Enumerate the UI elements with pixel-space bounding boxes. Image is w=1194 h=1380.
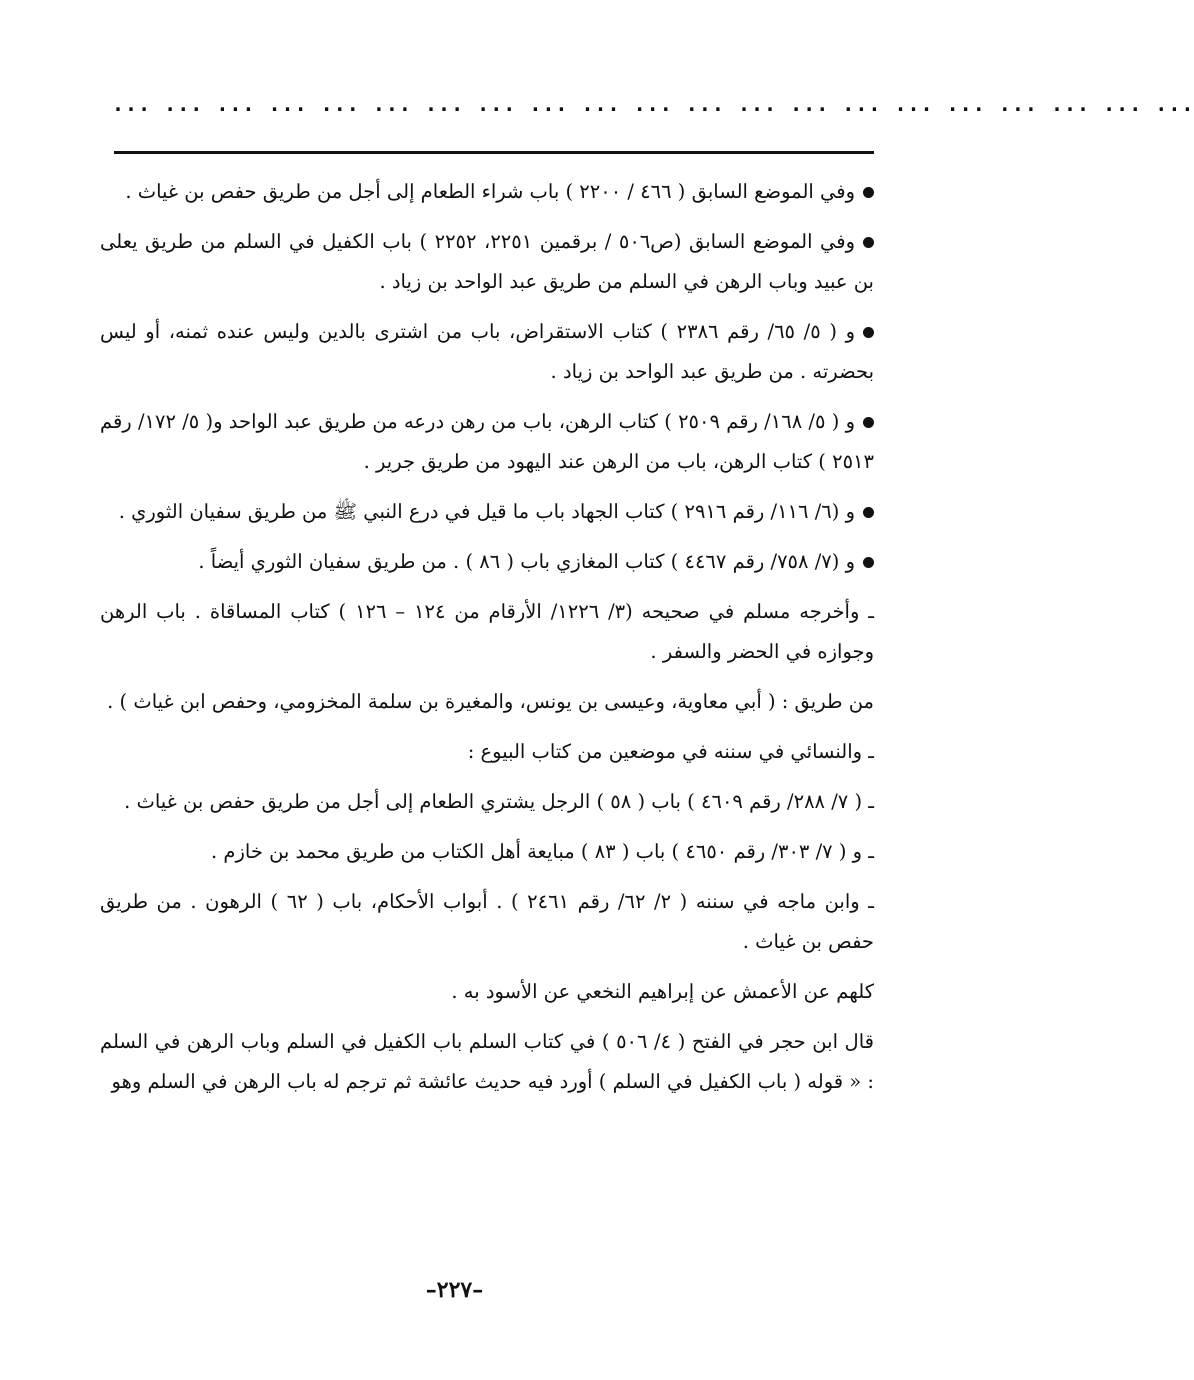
paragraph-1: وفي الموضع السابق ( ٤٦٦ / ٢٢٠٠ ) باب شراء الطعام إلى أجل من طريق حفص بن غياث . — [100, 172, 874, 212]
page-body — [100, 172, 874, 1112]
paragraph-12: ـ وابن ماجه في سننه ( ٢/ ٦٢/ رقم ٢٤٦١ ) . أبواب الأحكام، باب ( ٦٢ ) الرهون . من طريق حفص بن غياث . — [100, 890, 874, 953]
paragraph-2: وفي الموضع السابق (ص٥٠٦ / برقمين ٢٢٥١، ٢٢٥٢ ) باب الكفيل في السلم من طريق يعلى بن عبيد وباب الرهن في السلم من طريق عبد الواحد بن زياد . — [100, 230, 874, 293]
bullet-icon — [863, 557, 874, 568]
paragraph-4: و ( ٥/ ١٦٨/ رقم ٢٥٠٩ ) كتاب الرهن، باب من رهن درعه من طريق عبد الواحد و( ٥/ ١٧٢/ رقم ٢٥١٣ ) كتاب الرهن، باب من الرهن عند اليهود من طريق جرير . — [100, 410, 874, 473]
bullet-icon — [863, 327, 874, 338]
paragraph-7: ـ وأخرجه مسلم في صحيحه (٣/ ١٢٢٦/ الأرقام من ١٢٤ – ١٢٦ ) كتاب المساقاة . باب الرهن وجوازه في الحضر والسفر . — [100, 600, 875, 663]
paragraph-9: ـ والنسائي في سننه في موضعين من كتاب البيوع : — [467, 740, 874, 763]
header-rule — [114, 151, 874, 154]
page-number: –٢٢٧– — [425, 1277, 484, 1303]
bullet-icon — [863, 237, 874, 248]
paragraph-13: كلهم عن الأعمش عن إبراهيم النخعي عن الأسود به . — [451, 980, 874, 1003]
bullet-icon — [863, 187, 874, 198]
bullet-icon — [863, 417, 874, 428]
paragraph-10: ـ ( ٧/ ٢٨٨/ رقم ٤٦٠٩ ) باب ( ٥٨ ) الرجل يشتري الطعام إلى أجل من طريق حفص بن غياث . — [124, 790, 874, 813]
paragraph-11: ـ و ( ٧/ ٣٠٣/ رقم ٤٦٥٠ ) باب ( ٨٣ ) مبايعة أهل الكتاب من طريق محمد بن خازم . — [210, 840, 874, 863]
paragraph-6: و (٧/ ٧٥٨/ رقم ٤٤٦٧ ) كتاب المغازي باب ( ٨٦ ) . من طريق سفيان الثوري أيضاً . — [100, 542, 874, 582]
header-dotted-line: ... ... ... ... ... ... ... ... ... ... ... ... ... ... ... ... ... ... ... ... ... — [112, 92, 1194, 116]
paragraph-5: و (٦/ ١١٦/ رقم ٢٩١٦ ) كتاب الجهاد باب ما قيل في درع النبي ﷺ من طريق سفيان الثوري . — [100, 492, 874, 532]
paragraph-8: من طريق : ( أبي معاوية، وعيسى بن يونس، والمغيرة بن سلمة المخزومي، وحفص ابن غياث ) . — [107, 690, 874, 713]
bullet-icon — [863, 507, 874, 518]
paragraph-3: و ( ٥/ ٦٥/ رقم ٢٣٨٦ ) كتاب الاستقراض، باب من اشترى بالدين وليس عنده ثمنه، أو ليس بحضرته . من طريق عبد الواحد بن زياد . — [100, 320, 874, 383]
paragraph-14: قال ابن حجر في الفتح ( ٤/ ٥٠٦ ) في كتاب السلم باب الكفيل في السلم وباب الرهن في السلم : « قوله ( باب الكفيل في السلم ) أورد فيه حديث عائشة ثم ترجم له باب الرهن في السلم وهو — [100, 1030, 874, 1093]
